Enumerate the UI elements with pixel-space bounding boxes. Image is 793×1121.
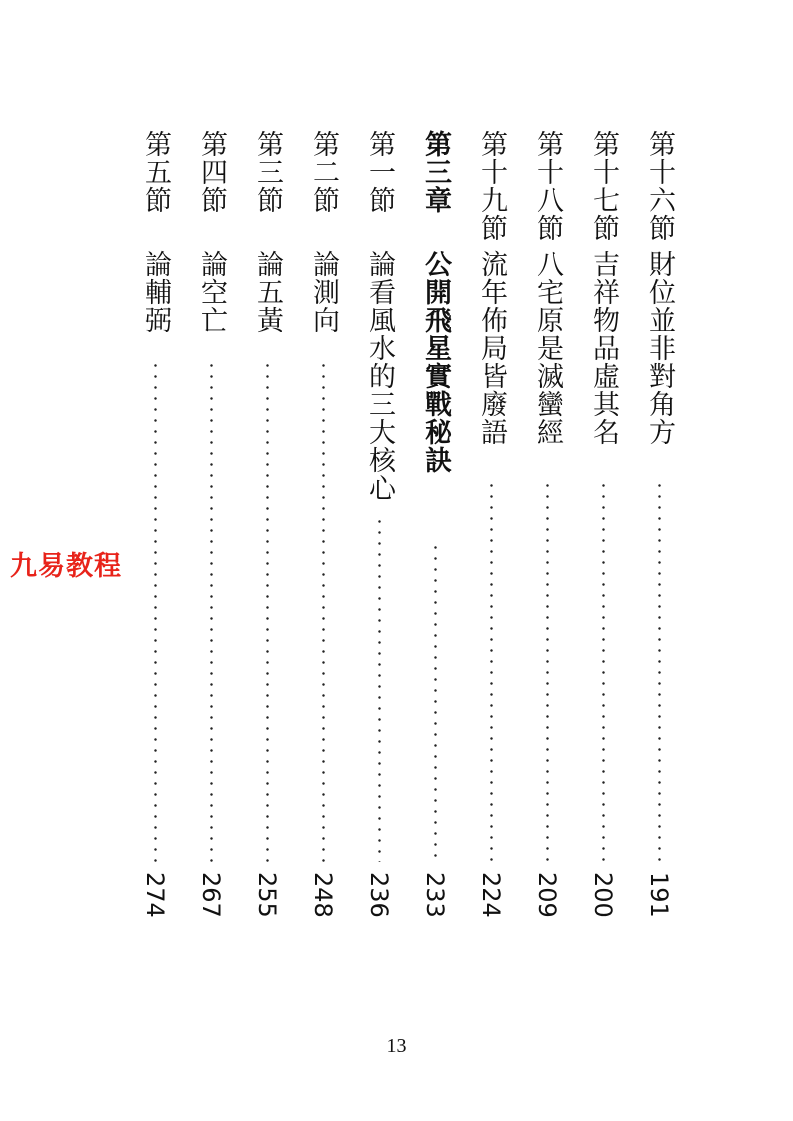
section-title: 論空亡 xyxy=(196,250,227,334)
section-title: 吉祥物品虛其名 xyxy=(588,250,619,446)
page-ref: 248 xyxy=(309,872,337,918)
page-ref: 267 xyxy=(197,872,225,918)
section-heading: 第十七節 xyxy=(588,130,619,242)
section-heading: 第四節 xyxy=(196,130,227,214)
section-heading: 第五節 xyxy=(140,130,171,214)
toc-entry xyxy=(137,130,173,950)
toc-chapter-entry xyxy=(417,130,453,950)
dot-leader xyxy=(210,360,213,862)
dot-leader xyxy=(490,480,493,862)
section-heading: 第十八節 xyxy=(532,130,563,242)
dot-leader xyxy=(154,360,157,862)
chapter-heading: 第三章 xyxy=(420,130,451,214)
section-title: 論看風水的三大核心 xyxy=(364,250,395,502)
page-ref: 224 xyxy=(477,872,505,918)
section-heading: 第一節 xyxy=(364,130,395,214)
toc-entry xyxy=(193,130,229,950)
section-heading: 第十九節 xyxy=(476,130,507,242)
section-heading: 第十六節 xyxy=(644,130,675,242)
section-title: 八宅原是滅蠻經 xyxy=(532,250,563,446)
toc-entry xyxy=(641,130,677,950)
page-ref: 274 xyxy=(141,872,169,918)
chapter-title: 公開飛星實戰秘訣 xyxy=(420,250,451,474)
page-ref: 209 xyxy=(533,872,561,918)
section-heading: 第三節 xyxy=(252,130,283,214)
section-title: 財位並非對角方 xyxy=(644,250,675,446)
watermark-logo: 九易教程 xyxy=(8,544,124,583)
section-heading: 第二節 xyxy=(308,130,339,214)
page-ref: 191 xyxy=(645,872,673,918)
section-title: 論輔弼 xyxy=(140,250,171,334)
dot-leader xyxy=(266,360,269,862)
toc-entry xyxy=(529,130,565,950)
toc-entry xyxy=(249,130,285,950)
toc-entry xyxy=(585,130,621,950)
section-title: 論測向 xyxy=(308,250,339,334)
dot-leader xyxy=(658,480,661,862)
toc-entry xyxy=(305,130,341,950)
page-ref: 255 xyxy=(253,872,281,918)
dot-leader xyxy=(434,542,437,862)
dot-leader xyxy=(546,480,549,862)
dot-leader xyxy=(378,516,381,862)
page-ref: 236 xyxy=(365,872,393,918)
dot-leader xyxy=(322,360,325,862)
section-title: 流年佈局皆廢語 xyxy=(476,250,507,446)
page-number: 13 xyxy=(386,1035,407,1057)
section-title: 論五黃 xyxy=(252,250,283,334)
page-ref: 200 xyxy=(589,872,617,918)
page-ref: 233 xyxy=(421,872,449,918)
toc-entry xyxy=(473,130,509,950)
toc-entry xyxy=(361,130,397,950)
dot-leader xyxy=(602,480,605,862)
